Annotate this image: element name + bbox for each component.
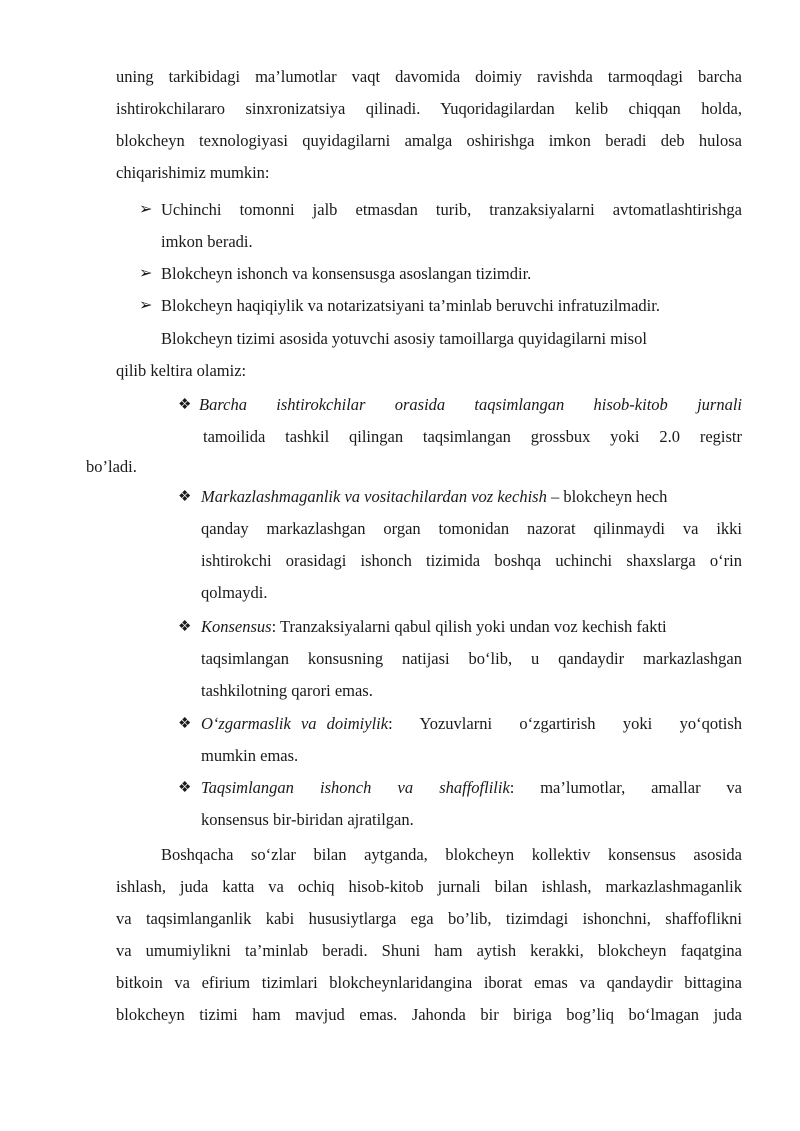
diamond-item-2-term: Markazlashmaganlik va vositachilardan voz kechish <box>201 487 547 506</box>
diamond-item-3-line-3: tashkilotning qarori emas. <box>201 681 373 700</box>
diamond-item-3-rest: : Tranzaksiyalarni qabul qilish yoki undan voz kechish fakti <box>271 617 667 636</box>
arrow-item-1-line-1: Uchinchi tomonni jalb etmasdan turib, tranzaksiyalarni avtomatlashtirishga <box>161 200 742 219</box>
diamond-bullet-icon: ❖ <box>178 619 192 635</box>
diamond-item-2-line-1 <box>201 481 742 513</box>
diamond-bullet-icon: ❖ <box>178 780 192 796</box>
diamond-item-4-term: O‘zgarmaslik va doimiylik <box>201 714 389 733</box>
arrow-item-2: Blokcheyn ishonch va konsensusga asoslangan tizimdir. <box>161 264 532 283</box>
features-intro-line-1: Blokcheyn tizimi asosida yotuvchi asosiy tamoillarga quyidagilarni misol <box>161 329 647 348</box>
diamond-item-2-rest: – blokcheyn hech <box>546 487 668 506</box>
conclusion-line-1: Boshqacha so‘zlar bilan aytganda, blokcheyn kollektiv konsensus asosida <box>161 845 742 864</box>
conclusion-line-4: va umumiylikni ta’minlab beradi. Shuni ham aytish kerakki, blokcheyn faqatgina <box>116 941 742 960</box>
diamond-item-2-line-2: qanday markazlashgan organ tomonidan nazorat qilinmaydi va ikki <box>201 519 742 538</box>
arrow-item-1-line-2: imkon beradi. <box>161 232 253 251</box>
features-intro-line-2: qilib keltira olamiz: <box>116 361 247 380</box>
diamond-item-4-line-1 <box>201 708 742 740</box>
conclusion-line-6: blokcheyn tizimi ham mavjud emas. Jahonda bir biriga bog’liq bo‘lmagan juda <box>116 1005 742 1024</box>
diamond-item-4-line-2: mumkin emas. <box>201 746 299 765</box>
diamond-item-3-line-2: taqsimlangan konsusning natijasi bo‘lib, u qandaydir markazlashgan <box>201 649 742 668</box>
intro-line-1: uning tarkibidagi ma’lumotlar vaqt davomida doimiy ravishda tarmoqdagi barcha <box>116 67 742 86</box>
diamond-bullet-icon: ❖ <box>178 716 192 732</box>
arrow-bullet-icon: ➢ <box>139 265 153 282</box>
diamond-item-5-term: Taqsimlangan ishonch va shaffoflilik <box>201 778 510 797</box>
diamond-item-1-line-3: bo’ladi. <box>86 457 137 476</box>
diamond-bullet-icon: ❖ <box>178 489 192 505</box>
arrow-item-3: Blokcheyn haqiqiylik va notarizatsiyani ta’minlab beruvchi infratuzilmadir. <box>161 296 660 315</box>
diamond-item-1-line-2: tamoilida tashkil qilingan taqsimlangan grossbux yoki 2.0 registr <box>203 427 742 446</box>
diamond-item-4-rest: : Yozuvlarni o‘zgartirish yoki yo‘qotish <box>388 714 742 733</box>
diamond-item-3-term: Konsensus <box>201 617 272 636</box>
conclusion-line-3: va taqsimlanganlik kabi hususiytlarga ega bo’lib, tizimdagi ishonchni, shaffoflikni <box>116 909 742 928</box>
diamond-item-1-title: Barcha ishtirokchilar orasida taqsimlangan hisob-kitob jurnali <box>199 395 742 414</box>
diamond-item-5-line-2: konsensus bir-biridan ajratilgan. <box>201 810 414 829</box>
diamond-item-5-line-1 <box>201 772 742 804</box>
diamond-bullet-icon: ❖ <box>178 397 192 413</box>
intro-line-3: blokcheyn texnologiyasi quyidagilarni amalga oshirishga imkon beradi deb hulosa <box>116 131 742 150</box>
intro-line-2: ishtirokchilararo sinxronizatsiya qilinadi. Yuqoridagilardan kelib chiqqan holda, <box>116 99 742 118</box>
diamond-item-2-line-3: ishtirokchi orasidagi ishonch tizimida boshqa uchinchi shaxslarga o‘rin <box>201 551 742 570</box>
conclusion-line-2: ishlash, juda katta va ochiq hisob-kitob jurnali bilan ishlash, markazlashmaganlik <box>116 877 742 896</box>
diamond-item-3-line-1 <box>201 611 742 643</box>
arrow-bullet-icon: ➢ <box>139 297 153 314</box>
intro-line-4: chiqarishimiz mumkin: <box>116 163 270 182</box>
arrow-bullet-icon: ➢ <box>139 201 153 218</box>
diamond-item-5-rest: : ma’lumotlar, amallar va <box>509 778 742 797</box>
conclusion-line-5: bitkoin va efirium tizimlari blokcheynlaridangina iborat emas va qandaydir bittagina <box>116 973 742 992</box>
diamond-item-2-line-4: qolmaydi. <box>201 583 268 602</box>
